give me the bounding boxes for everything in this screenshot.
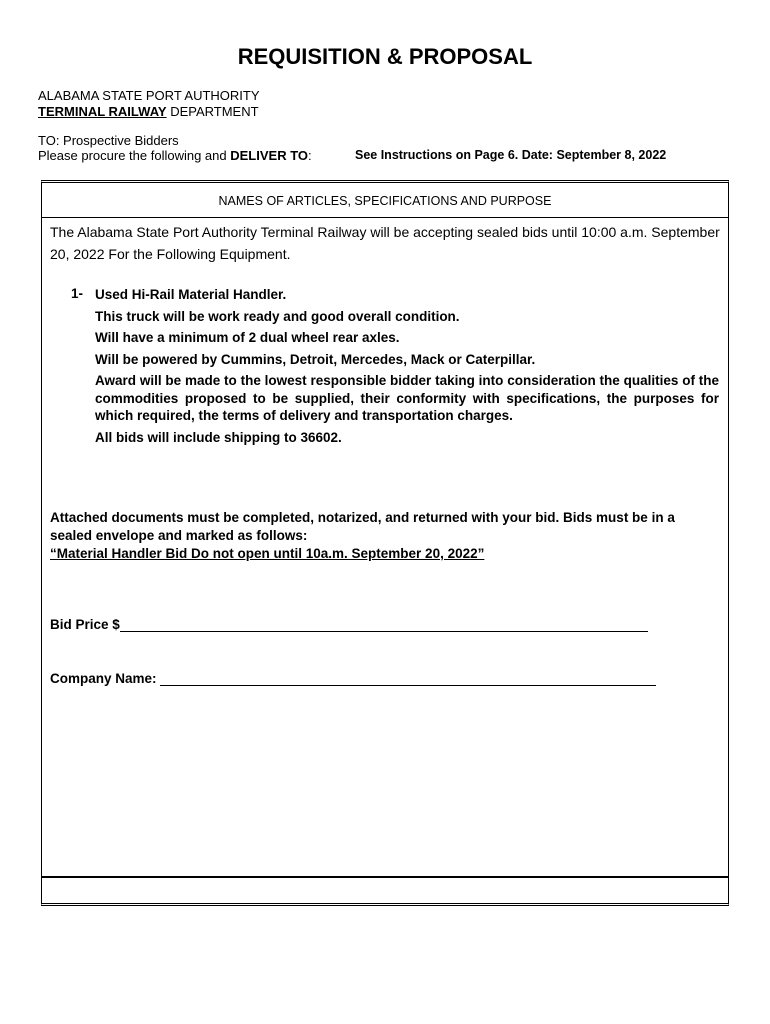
item-line: Used Hi-Rail Material Handler. — [95, 287, 287, 302]
footer-box — [41, 876, 729, 906]
item-details — [95, 286, 719, 450]
bid-price-blank[interactable] — [120, 617, 648, 632]
procure-prefix: Please procure the following and — [38, 148, 231, 163]
bid-price-label: Bid Price $ — [50, 617, 120, 632]
department-line — [38, 104, 259, 120]
specifications-box — [41, 180, 729, 878]
item-line: Will be powered by Cummins, Detroit, Mercedes, Mack or Caterpillar. — [95, 351, 536, 367]
document-title: REQUISITION & PROPOSAL — [237, 44, 533, 69]
authority-name: ALABAMA STATE PORT AUTHORITY — [38, 88, 260, 103]
instructions-date: See Instructions on Page 6. Date: September 8, 2022 — [355, 148, 667, 162]
intro-text: The Alabama State Port Authority Terminal Railway will be accepting sealed bids until 10:00 a.m. September 20, 2022 For the Following Equipment. — [50, 224, 720, 262]
box-heading: NAMES OF ARTICLES, SPECIFICATIONS AND PURPOSE — [42, 183, 728, 218]
colon: : — [308, 148, 312, 163]
procure-line — [38, 148, 312, 164]
item-line: Will have a minimum of 2 dual wheel rear axles. — [95, 330, 400, 345]
company-name-field — [50, 671, 656, 686]
item-line: This truck will be work ready and good overall condition. — [95, 308, 460, 324]
company-name-label: Company Name: — [50, 671, 161, 686]
attached-instructions — [50, 509, 720, 563]
item-number: 1- — [71, 286, 84, 301]
shipping-line: All bids will include shipping to 36602. — [95, 429, 342, 445]
deliver-to-label: DELIVER TO — [230, 148, 309, 163]
bid-price-field — [50, 617, 648, 632]
company-name-blank[interactable] — [160, 671, 656, 686]
award-text: Award will be made to the lowest responsible bidder taking into consideration the qualities of the commodities proposed to be supplied, their conformity with specifications, the purposes for which required, the terms of delivery and transportation charges. — [95, 373, 719, 423]
to-line: TO: Prospective Bidders — [38, 133, 179, 148]
department-underlined: TERMINAL RAILWAY — [38, 104, 167, 119]
attached-text: Attached documents must be completed, notarized, and returned with your bid. Bids must be in a sealed envelope and marked as follows: — [50, 510, 675, 543]
department-rest: DEPARTMENT — [166, 104, 259, 119]
envelope-marking: “Material Handler Bid Do not open until 10a.m. September 20, 2022” — [50, 546, 485, 561]
